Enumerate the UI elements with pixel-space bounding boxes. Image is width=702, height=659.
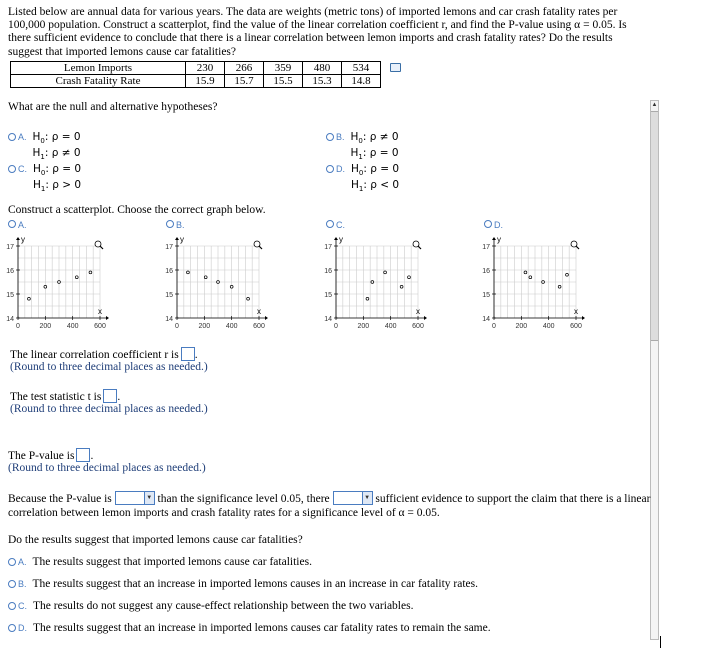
because-text-3: sufficient evidence to support the claim that there is a linear: [375, 493, 651, 505]
x-axis-arrow: [582, 316, 585, 320]
scatterplot-a: [4, 232, 116, 332]
h1-text: ρ < 0: [370, 179, 400, 192]
hypotheses-question: What are the null and alternative hypotheses?: [8, 101, 218, 113]
option-text: The results suggest that imported lemons cause car fatalities.: [32, 556, 312, 568]
y-tick-label: 14: [6, 316, 14, 323]
pvalue-input[interactable]: [76, 448, 90, 462]
because-sentence: [8, 491, 650, 505]
data-point: [44, 285, 47, 288]
problem-statement: Listed below are annual data for various years. The data are weights (metric tons) of imported lemons and car crash fatality rates per 100,000 population. Construct a scatterplot, find the value of the linear correlation coefficient r, and find the P-value using α = 0.05. Is there sufficient evidence to conclude that there is a linear correlation between lemon imports and crash fatality rates? Do the results suggest that imported lemons cause car fatalities?: [8, 6, 627, 58]
tstat-label: The test statistic t is: [10, 391, 102, 403]
corr-prompt: The linear correlation coefficient r is .: [10, 349, 198, 361]
zoom-icon-handle: [418, 246, 421, 249]
data-point: [187, 271, 190, 274]
scatterplot-b: [163, 232, 275, 332]
h0-text: ρ ≠ 0: [369, 131, 399, 143]
y-axis-label: y: [339, 235, 343, 244]
radio-button[interactable]: [166, 220, 174, 228]
data-table: [10, 61, 381, 88]
because-text-1: Because the P-value is: [8, 493, 112, 505]
radio-button[interactable]: [326, 165, 334, 173]
chevron-down-icon: ▼: [144, 492, 154, 504]
x-tick-label: 0: [334, 323, 338, 330]
hypothesis-option-b[interactable]: B. $H_0$: ρ ≠ 0 $H_1$: ρ = 0: [326, 131, 399, 163]
x-tick-label: 400: [384, 323, 397, 330]
x-axis-label: x: [98, 307, 102, 316]
table-cell: 15.3: [303, 75, 342, 88]
data-point: [247, 297, 250, 300]
y-axis-arrow: [175, 237, 179, 240]
x-tick-label: 400: [542, 323, 555, 330]
h0-text: ρ = 0: [51, 131, 81, 143]
x-tick-label: 400: [66, 323, 79, 330]
scatterplot-d: [480, 232, 592, 332]
y-tick-label: 14: [324, 316, 332, 323]
option-letter: D.: [336, 164, 345, 174]
zoom-icon-handle: [100, 246, 103, 249]
pvalue-hint: (Round to three decimal places as needed.): [8, 462, 206, 474]
radio-button[interactable]: [8, 165, 16, 173]
data-point: [529, 276, 532, 279]
data-point: [542, 281, 545, 284]
tstat-prompt: The test statistic t is .: [10, 391, 121, 403]
y-tick-label: 14: [165, 316, 173, 323]
x-tick-label: 600: [570, 323, 582, 330]
radio-button[interactable]: [326, 220, 334, 228]
table-cell: 534: [342, 62, 381, 75]
table-cell: 266: [225, 62, 264, 75]
option-letter: C.: [18, 164, 27, 174]
y-tick-label: 14: [482, 316, 490, 323]
data-point: [28, 297, 31, 300]
option-letter: C.: [18, 601, 27, 611]
hypothesis-option-c[interactable]: C. $H_0$: ρ = 0 $H_1$: ρ > 0: [8, 163, 81, 195]
data-point: [566, 273, 569, 276]
table-cell: 230: [186, 62, 225, 75]
x-axis-arrow: [265, 316, 268, 320]
x-tick-label: 200: [357, 323, 370, 330]
radio-button[interactable]: [8, 580, 16, 588]
y-tick-label: 15: [324, 292, 332, 299]
y-tick-label: 17: [482, 244, 490, 251]
table-cell: 15.7: [225, 75, 264, 88]
x-axis-label: x: [257, 307, 261, 316]
x-tick-label: 200: [39, 323, 52, 330]
y-axis-arrow: [492, 237, 496, 240]
copy-data-icon[interactable]: [390, 63, 401, 72]
h1-text: ρ ≠ 0: [51, 147, 81, 160]
y-axis-label: y: [21, 235, 25, 244]
graph-option-c[interactable]: [326, 218, 345, 231]
data-point: [230, 285, 233, 288]
graph-option-b[interactable]: [166, 218, 185, 231]
radio-button[interactable]: [484, 220, 492, 228]
y-tick-label: 16: [6, 268, 14, 275]
data-point: [384, 271, 387, 274]
table-cell: 15.9: [186, 75, 225, 88]
scatterplot-c: [322, 232, 434, 332]
table-row: [11, 75, 381, 88]
row-label: Lemon Imports: [11, 62, 186, 75]
y-tick-label: 16: [324, 268, 332, 275]
x-tick-label: 0: [175, 323, 179, 330]
data-point: [204, 276, 207, 279]
because-text-2: than the significance level 0.05, there: [157, 493, 330, 505]
corr-label: The linear correlation coefficient r is: [10, 349, 179, 361]
data-point: [408, 276, 411, 279]
radio-button[interactable]: [8, 602, 16, 610]
h0-text: ρ = 0: [52, 163, 82, 175]
cause-question: Do the results suggest that imported lemons cause car fatalities?: [8, 534, 303, 546]
text-cursor: [660, 636, 661, 648]
data-point: [558, 285, 561, 288]
x-tick-label: 600: [253, 323, 265, 330]
option-letter: B.: [18, 579, 27, 589]
h1-text: ρ = 0: [369, 147, 399, 160]
chevron-down-icon: ▼: [362, 492, 372, 504]
row-label: Crash Fatality Rate: [11, 75, 186, 88]
evidence-dropdown[interactable]: [333, 491, 373, 505]
graph-option-d[interactable]: [484, 218, 503, 231]
tstat-hint: (Round to three decimal places as needed.): [10, 403, 208, 415]
pvalue-label: The P-value is: [8, 450, 75, 462]
option-letter: A.: [18, 557, 27, 567]
hypothesis-option-d[interactable]: D. $H_0$: ρ = 0 $H_1$: ρ < 0: [326, 163, 399, 195]
option-text: The results suggest that an increase in imported lemons causes car fatality rates to remain the same.: [33, 622, 491, 634]
radio-button[interactable]: [8, 624, 16, 632]
option-letter: D.: [494, 220, 503, 230]
table-cell: 15.5: [264, 75, 303, 88]
option-letter: A.: [18, 220, 27, 230]
scatter-question: Construct a scatterplot. Choose the correct graph below.: [8, 204, 266, 216]
data-point: [58, 281, 61, 284]
y-tick-label: 17: [324, 244, 332, 251]
radio-button[interactable]: [8, 133, 16, 141]
option-text: The results suggest that an increase in imported lemons causes in an increase in car fatality rates.: [32, 578, 478, 590]
zoom-icon-handle: [576, 246, 579, 249]
data-point: [371, 281, 374, 284]
graph-option-a[interactable]: [8, 218, 27, 231]
y-axis-label: y: [180, 235, 184, 244]
y-axis-arrow: [334, 237, 338, 240]
scroll-up-arrow-icon[interactable]: ▲: [651, 102, 658, 108]
x-tick-label: 600: [412, 323, 424, 330]
table-cell: 480: [303, 62, 342, 75]
x-axis-arrow: [424, 316, 427, 320]
table-cell: 359: [264, 62, 303, 75]
pvalue-prompt: The P-value is .: [8, 450, 94, 462]
y-tick-label: 16: [482, 268, 490, 275]
y-tick-label: 15: [6, 292, 14, 299]
data-point: [400, 285, 403, 288]
y-tick-label: 15: [482, 292, 490, 299]
corr-hint: (Round to three decimal places as needed.): [10, 361, 208, 373]
because-line2: correlation between lemon imports and crash fatality rates for a significance level of α = 0.05.: [8, 507, 440, 519]
pvalue-comparison-dropdown[interactable]: [115, 491, 155, 505]
x-axis-label: x: [416, 307, 420, 316]
x-axis-arrow: [106, 316, 109, 320]
y-tick-label: 15: [165, 292, 173, 299]
h0-text: ρ = 0: [370, 163, 400, 175]
scroll-thumb[interactable]: [651, 111, 658, 341]
cause-option-c[interactable]: [8, 600, 413, 612]
data-point: [89, 271, 92, 274]
radio-button[interactable]: [326, 133, 334, 141]
cause-option-d[interactable]: [8, 622, 491, 634]
option-text: The results do not suggest any cause-effect relationship between the two variables.: [33, 600, 414, 612]
y-tick-label: 17: [6, 244, 14, 251]
option-letter: A.: [18, 132, 27, 142]
tstat-input[interactable]: [103, 389, 117, 403]
hypothesis-option-a[interactable]: A. $H_0$: ρ = 0 $H_1$: ρ ≠ 0: [8, 131, 81, 163]
table-cell: 14.8: [342, 75, 381, 88]
cause-option-a[interactable]: [8, 556, 312, 568]
option-letter: C.: [336, 220, 345, 230]
table-row: [11, 62, 381, 75]
zoom-icon-handle: [259, 246, 262, 249]
y-axis-arrow: [16, 237, 20, 240]
radio-button[interactable]: [8, 220, 16, 228]
x-tick-label: 400: [225, 323, 238, 330]
data-point: [524, 271, 527, 274]
cause-option-b[interactable]: [8, 578, 478, 590]
h1-text: ρ > 0: [52, 179, 82, 192]
radio-button[interactable]: [8, 558, 16, 566]
option-letter: B.: [176, 220, 185, 230]
y-tick-label: 16: [165, 268, 173, 275]
option-letter: D.: [18, 623, 27, 633]
x-tick-label: 600: [94, 323, 106, 330]
x-axis-label: x: [574, 307, 578, 316]
option-letter: B.: [336, 132, 345, 142]
x-tick-label: 0: [492, 323, 496, 330]
corr-input[interactable]: [181, 347, 195, 361]
x-tick-label: 200: [515, 323, 528, 330]
y-axis-label: y: [497, 235, 501, 244]
data-point: [217, 281, 220, 284]
x-tick-label: 0: [16, 323, 20, 330]
data-point: [366, 297, 369, 300]
x-tick-label: 200: [198, 323, 211, 330]
data-point: [75, 276, 78, 279]
y-tick-label: 17: [165, 244, 173, 251]
scrollbar[interactable]: [650, 100, 659, 640]
